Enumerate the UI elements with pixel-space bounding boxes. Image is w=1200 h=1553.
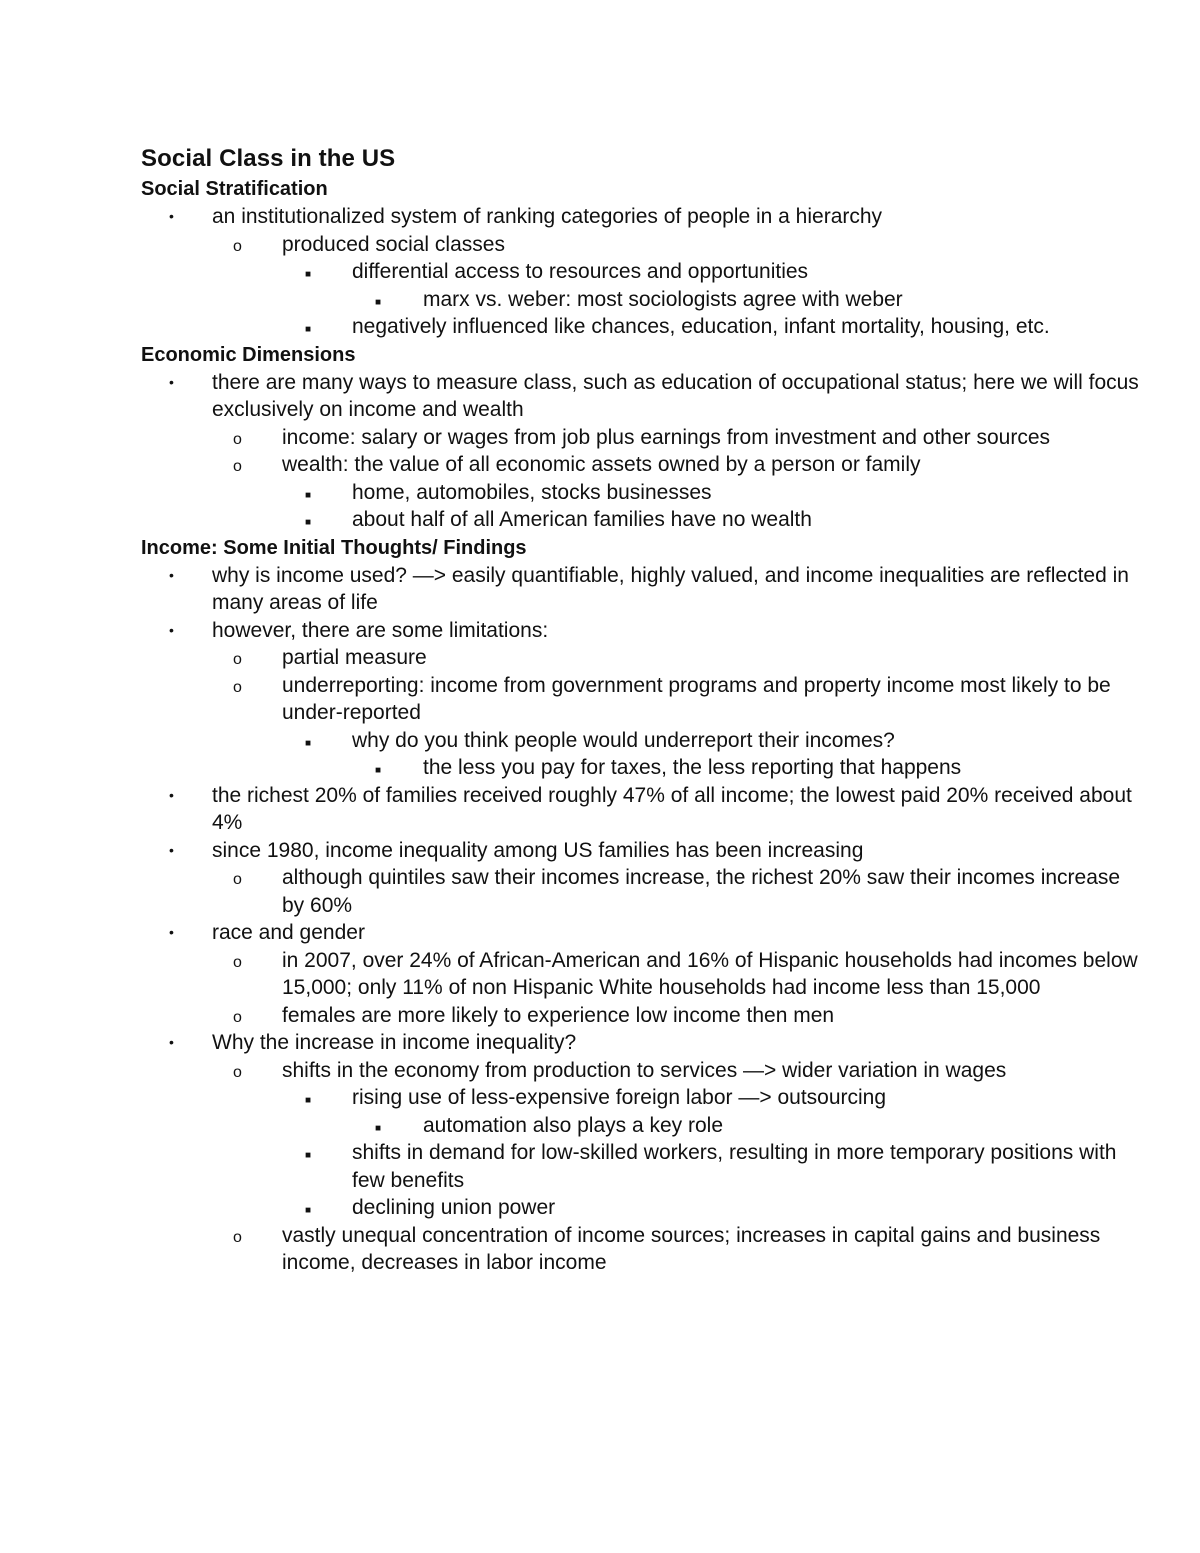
list-item <box>141 1057 1141 1085</box>
list-item-text: income: salary or wages from job plus earnings from investment and other sources <box>282 425 1051 449</box>
list-item <box>141 479 1141 507</box>
list-item <box>141 644 1141 672</box>
list-item-text: vastly unequal concentration of income sources; increases in capital gains and business income, decreases in labor income <box>282 1223 1101 1274</box>
bullet-marker-icon: ■ <box>305 489 312 501</box>
list-item <box>141 837 1141 865</box>
bullet-marker-icon: ■ <box>305 269 312 280</box>
list-item-text: females are more likely to experience low income then men <box>282 1003 835 1027</box>
bullet-marker-icon: o <box>233 1063 242 1081</box>
bullet-marker-icon: ■ <box>305 324 312 335</box>
list-item-text: about half of all American families have no wealth <box>352 508 812 531</box>
list-item-text: marx vs. weber: most sociologists agree with weber <box>423 287 903 311</box>
section-heading: Social Stratification <box>141 178 328 200</box>
bullet-marker-icon: • <box>169 208 174 224</box>
list-item-text: an institutionalized system of ranking categories of people in a hierarchy <box>212 205 883 228</box>
list-item <box>141 258 1141 286</box>
bullet-marker-icon: • <box>169 621 174 638</box>
bullet-marker-icon: o <box>233 1228 242 1246</box>
bullet-marker-icon: o <box>233 430 242 448</box>
list-item-text: underreporting: income from government programs and property income most likely to be under-reported <box>282 673 1111 724</box>
section-heading: Economic Dimensions <box>141 343 356 366</box>
list-item-text: why do you think people would underreport their incomes? <box>352 728 895 752</box>
list-item <box>141 451 1141 479</box>
list-item-text: automation also plays a key role <box>423 1113 723 1137</box>
bullet-marker-icon: o <box>233 1008 242 1026</box>
bullet-list <box>141 203 1141 341</box>
list-item <box>141 506 1141 534</box>
bullet-marker-icon: o <box>233 651 242 668</box>
list-item <box>141 1084 1141 1112</box>
bullet-marker-icon: • <box>169 566 174 583</box>
bullet-marker-icon: o <box>233 678 242 696</box>
list-item <box>141 617 1141 645</box>
list-item-text: race and gender <box>212 921 365 944</box>
bullet-marker-icon: o <box>233 237 242 255</box>
list-item-text: home, automobiles, stocks businesses <box>352 480 712 504</box>
list-item <box>141 231 1141 259</box>
list-item <box>141 313 1141 341</box>
bullet-marker-icon: ■ <box>375 1122 382 1134</box>
list-item-text: negatively influenced like chances, education, infant mortality, housing, etc. <box>352 315 1050 338</box>
list-item <box>141 1029 1141 1057</box>
bullet-marker-icon: ■ <box>305 1095 312 1106</box>
list-item-text: however, there are some limitations: <box>212 618 549 642</box>
bullet-marker-icon: ■ <box>305 1150 312 1161</box>
list-item-text: although quintiles saw their incomes increase, the richest 20% saw their incomes increase by 60% <box>282 866 1121 917</box>
bullet-marker-icon: • <box>169 924 174 940</box>
list-item-text: Why the increase in income inequality? <box>212 1031 577 1054</box>
list-item <box>141 1139 1141 1194</box>
bullet-marker-icon: o <box>233 953 242 971</box>
bullet-marker-icon: ■ <box>375 296 382 308</box>
list-item-text: produced social classes <box>282 232 505 256</box>
list-item-text: shifts in the economy from production to services —> wider variation in wages <box>282 1058 1007 1082</box>
section <box>141 341 1141 534</box>
list-item <box>141 203 1141 231</box>
list-item <box>141 1222 1141 1277</box>
section-heading: Income: Some Initial Thoughts/ Findings <box>141 536 527 559</box>
list-item-text: wealth: the value of all economic assets owned by a person or family <box>282 453 921 476</box>
bullet-marker-icon: • <box>169 1034 174 1050</box>
list-item <box>141 754 1141 782</box>
bullet-list <box>141 562 1141 1277</box>
bullet-marker-icon: ■ <box>305 1205 312 1216</box>
list-item-text: why is income used? —> easily quantifiable, highly valued, and income inequalities are reflected in many areas of life <box>212 563 1129 614</box>
list-item-text: shifts in demand for low-skilled workers, resulting in more temporary positions with few benefits <box>352 1141 1117 1192</box>
list-item <box>141 727 1141 755</box>
document-body <box>141 143 1141 1277</box>
page-title: Social Class in the US <box>141 145 396 172</box>
section <box>141 175 1141 341</box>
list-item <box>141 864 1141 919</box>
section <box>141 534 1141 1277</box>
list-item-text: differential access to resources and opportunities <box>352 260 809 283</box>
bullet-marker-icon: ■ <box>375 765 382 776</box>
bullet-marker-icon: • <box>169 373 174 390</box>
outline-sections <box>141 175 1141 1277</box>
list-item <box>141 919 1141 947</box>
list-item-text: rising use of less-expensive foreign labor —> outsourcing <box>352 1086 887 1109</box>
bullet-marker-icon: • <box>169 841 174 858</box>
list-item <box>141 947 1141 1002</box>
list-item-text: the less you pay for taxes, the less reporting that happens <box>423 756 962 779</box>
bullet-marker-icon: • <box>169 786 174 803</box>
list-item <box>141 1002 1141 1030</box>
list-item <box>141 562 1141 617</box>
list-item <box>141 286 1141 314</box>
list-item-text: partial measure <box>282 646 427 669</box>
bullet-marker-icon: o <box>233 871 242 888</box>
bullet-marker-icon: o <box>233 458 242 475</box>
bullet-marker-icon: ■ <box>305 737 312 749</box>
list-item-text: the richest 20% of families received roughly 47% of all income; the lowest paid 20% received about 4% <box>212 783 1132 834</box>
list-item-text: there are many ways to measure class, such as education of occupational status; here we will focus exclusively on income and wealth <box>212 370 1139 421</box>
list-item <box>141 672 1141 727</box>
list-item-text: in 2007, over 24% of African-American and 16% of Hispanic households had incomes below 15,000; only 11% of non Hispanic White households had income less than 15,000 <box>282 948 1138 999</box>
list-item <box>141 369 1141 424</box>
bullet-marker-icon: ■ <box>305 517 312 528</box>
list-item <box>141 782 1141 837</box>
bullet-list <box>141 369 1141 534</box>
list-item <box>141 1112 1141 1140</box>
list-item-text: declining union power <box>352 1196 556 1219</box>
list-item-text: since 1980, income inequality among US families has been increasing <box>212 838 864 862</box>
list-item <box>141 424 1141 452</box>
list-item <box>141 1194 1141 1222</box>
